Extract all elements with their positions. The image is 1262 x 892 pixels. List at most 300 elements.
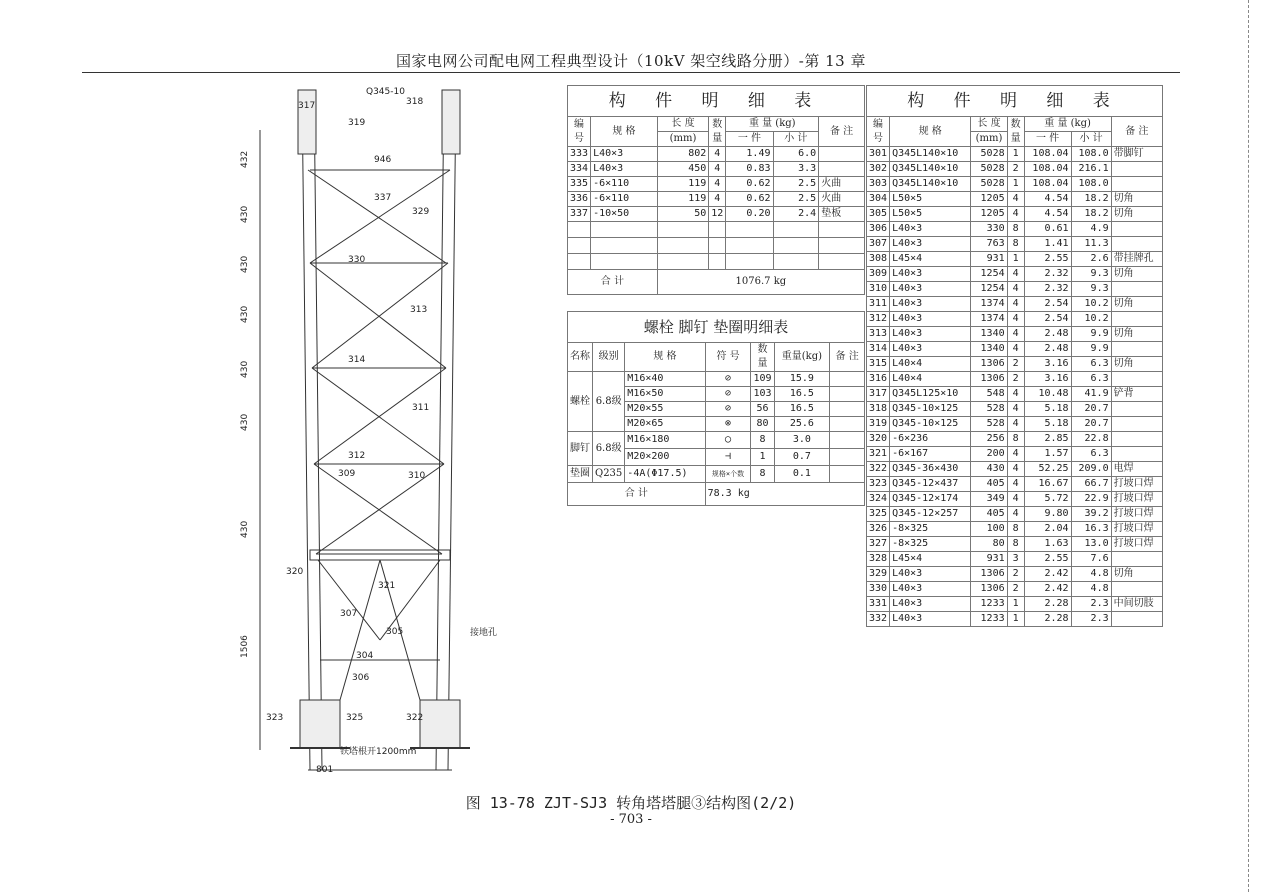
table-cell: 306 bbox=[867, 222, 890, 237]
t2-th-spec: 规 格 bbox=[625, 343, 705, 372]
table-cell: 2.32 bbox=[1024, 267, 1071, 282]
table-cell: 2.48 bbox=[1024, 342, 1071, 357]
label-317: 317 bbox=[298, 101, 316, 111]
table2-title: 螺栓 脚钉 垫圈明细表 bbox=[568, 312, 865, 343]
table-cell: 4 bbox=[1007, 312, 1024, 327]
table-cell: 430 bbox=[971, 462, 1007, 477]
table-cell: L50×5 bbox=[890, 192, 971, 207]
table-cell: M16×40 bbox=[625, 372, 705, 387]
table-cell: 切角 bbox=[1111, 267, 1162, 282]
table-cell: 22.8 bbox=[1071, 432, 1111, 447]
table-cell: 1306 bbox=[971, 582, 1007, 597]
table-cell: 4 bbox=[1007, 297, 1024, 312]
component-table-2 bbox=[866, 85, 1163, 627]
table-cell: 330 bbox=[867, 582, 890, 597]
table-row bbox=[867, 207, 1163, 222]
table-cell: 5028 bbox=[971, 162, 1007, 177]
table-cell bbox=[1111, 162, 1162, 177]
t3-th-note: 备 注 bbox=[1111, 117, 1162, 147]
table-row bbox=[568, 177, 865, 192]
table-cell: 6.3 bbox=[1071, 372, 1111, 387]
t2-th-note: 备 注 bbox=[830, 343, 865, 372]
table-cell: 铲背 bbox=[1111, 387, 1162, 402]
table-cell: M20×200 bbox=[625, 449, 705, 466]
label-329: 329 bbox=[412, 207, 430, 217]
table-cell: 25.6 bbox=[774, 417, 830, 432]
table-row bbox=[867, 192, 1163, 207]
table-cell: 2.48 bbox=[1024, 327, 1071, 342]
table-cell: 324 bbox=[867, 492, 890, 507]
tower-drawing bbox=[230, 80, 570, 780]
th-unit: (mm) bbox=[657, 132, 709, 147]
table-cell: 5.18 bbox=[1024, 417, 1071, 432]
table-cell: 切角 bbox=[1111, 357, 1162, 372]
table-cell: 1 bbox=[1007, 597, 1024, 612]
page-number: - 703 - bbox=[610, 812, 652, 827]
bolt-table bbox=[567, 311, 865, 506]
t2-th-grade: 级别 bbox=[593, 343, 625, 372]
page-edge-dashline bbox=[1248, 0, 1249, 892]
table-cell: 切角 bbox=[1111, 297, 1162, 312]
table-row bbox=[867, 477, 1163, 492]
table-cell: 1.41 bbox=[1024, 237, 1071, 252]
table-cell: 脚钉 bbox=[568, 432, 593, 466]
table-cell: 18.2 bbox=[1071, 207, 1111, 222]
table-cell: 1 bbox=[1007, 177, 1024, 192]
table-cell: 6.0 bbox=[773, 147, 819, 162]
table-cell: -10×50 bbox=[591, 207, 658, 222]
table-cell: 打坡口焊 bbox=[1111, 477, 1162, 492]
table-cell: 7.6 bbox=[1071, 552, 1111, 567]
th-wt: 重 量 (kg) bbox=[726, 117, 819, 132]
table-row bbox=[867, 327, 1163, 342]
table-row bbox=[867, 282, 1163, 297]
table-cell: 带脚钉 bbox=[1111, 147, 1162, 162]
table-row bbox=[867, 237, 1163, 252]
table-cell: L40×3 bbox=[890, 267, 971, 282]
label-323: 325 bbox=[346, 713, 364, 723]
label-q345-10: Q345-10 bbox=[366, 87, 405, 97]
label-337: 337 bbox=[374, 193, 392, 203]
table-cell: 4.9 bbox=[1071, 222, 1111, 237]
t3-th-unit: (mm) bbox=[971, 132, 1007, 147]
table-cell: 1.57 bbox=[1024, 447, 1071, 462]
label-320: 320 bbox=[286, 567, 304, 577]
table-cell: 5.72 bbox=[1024, 492, 1071, 507]
dim-430-4: 430 bbox=[240, 360, 250, 378]
table-cell: 108.0 bbox=[1071, 177, 1111, 192]
bolt-symbol-icon: ⊣ bbox=[705, 449, 751, 466]
table-cell: 1374 bbox=[971, 297, 1007, 312]
table-cell: 4.54 bbox=[1024, 192, 1071, 207]
table-cell: 16.5 bbox=[774, 402, 830, 417]
table-cell: 308 bbox=[867, 252, 890, 267]
table-cell: -8×325 bbox=[890, 537, 971, 552]
table-cell: 334 bbox=[568, 162, 591, 177]
table-cell: 4 bbox=[1007, 462, 1024, 477]
table-cell: 垫圈 bbox=[568, 466, 593, 483]
table-cell bbox=[1111, 417, 1162, 432]
table-cell: 1233 bbox=[971, 612, 1007, 627]
table-cell: 317 bbox=[867, 387, 890, 402]
table-cell: 41.9 bbox=[1071, 387, 1111, 402]
table-cell: 8 bbox=[751, 466, 774, 483]
table-cell: 4 bbox=[1007, 267, 1024, 282]
table-cell: 切角 bbox=[1111, 327, 1162, 342]
table-cell: 1233 bbox=[971, 597, 1007, 612]
table-cell bbox=[1111, 402, 1162, 417]
table-cell: 18.2 bbox=[1071, 192, 1111, 207]
table-cell: 切角 bbox=[1111, 207, 1162, 222]
component-table-1 bbox=[567, 85, 865, 295]
table-cell: L40×3 bbox=[890, 282, 971, 297]
label-306: 306 bbox=[352, 673, 370, 683]
table-cell: 火曲 bbox=[819, 177, 865, 192]
table-cell: 1.49 bbox=[726, 147, 773, 162]
label-319: 319 bbox=[348, 118, 366, 128]
table-cell: 16.5 bbox=[774, 387, 830, 402]
table-cell: 50 bbox=[657, 207, 709, 222]
table-cell: 327 bbox=[867, 537, 890, 552]
table-cell: 4 bbox=[1007, 447, 1024, 462]
table-cell: L40×3 bbox=[890, 597, 971, 612]
label-322: 铁塔根开1200mm bbox=[340, 747, 417, 757]
label-root-open: 801 bbox=[316, 765, 334, 775]
table-cell: 2.3 bbox=[1071, 612, 1111, 627]
table-cell: 56 bbox=[751, 402, 774, 417]
table-cell: 528 bbox=[971, 417, 1007, 432]
table-cell: 2.32 bbox=[1024, 282, 1071, 297]
table-cell: 321 bbox=[867, 447, 890, 462]
t3-th-one: 一 件 bbox=[1024, 132, 1071, 147]
table-cell: 1205 bbox=[971, 207, 1007, 222]
table-cell: 333 bbox=[568, 147, 591, 162]
table-cell: 10.2 bbox=[1071, 297, 1111, 312]
table-cell: 3 bbox=[1007, 552, 1024, 567]
label-310: 310 bbox=[408, 471, 426, 481]
table-cell: 1254 bbox=[971, 267, 1007, 282]
table-cell: -6×236 bbox=[890, 432, 971, 447]
table-cell: 16.67 bbox=[1024, 477, 1071, 492]
table-cell: 1340 bbox=[971, 342, 1007, 357]
table3-title: 构 件 明 细 表 bbox=[867, 86, 1163, 117]
table-cell: 80 bbox=[971, 537, 1007, 552]
table-cell: 209.0 bbox=[1071, 462, 1111, 477]
table-cell: 314 bbox=[867, 342, 890, 357]
table-cell: 1.63 bbox=[1024, 537, 1071, 552]
table-row bbox=[867, 312, 1163, 327]
dim-430-3: 430 bbox=[240, 305, 250, 323]
table-cell: 16.3 bbox=[1071, 522, 1111, 537]
table-cell: 9.9 bbox=[1071, 327, 1111, 342]
figure-caption: 图 13-78 ZJT-SJ3 转角塔塔腿③结构图(2/2) bbox=[465, 794, 797, 812]
table-cell: 2.3 bbox=[1071, 597, 1111, 612]
table-cell: L45×4 bbox=[890, 252, 971, 267]
table-cell: 216.1 bbox=[1071, 162, 1111, 177]
table-cell: 313 bbox=[867, 327, 890, 342]
table-cell: 302 bbox=[867, 162, 890, 177]
table-row bbox=[867, 612, 1163, 627]
table-row bbox=[867, 447, 1163, 462]
table-cell: 打坡口焊 bbox=[1111, 537, 1162, 552]
table-cell: 13.0 bbox=[1071, 537, 1111, 552]
table-cell: L40×3 bbox=[591, 162, 658, 177]
table-cell: 4 bbox=[1007, 342, 1024, 357]
table-cell: 火曲 bbox=[819, 192, 865, 207]
table-row bbox=[867, 252, 1163, 267]
table-row bbox=[568, 207, 865, 222]
dim-432: 432 bbox=[240, 150, 250, 168]
bolt-symbol-icon: ◯ bbox=[705, 432, 751, 449]
table-cell: 8 bbox=[1007, 432, 1024, 447]
table-cell: 3.0 bbox=[774, 432, 830, 449]
table-cell: 4.54 bbox=[1024, 207, 1071, 222]
table-row bbox=[568, 192, 865, 207]
table-cell: 3.16 bbox=[1024, 372, 1071, 387]
table-cell: 9.9 bbox=[1071, 342, 1111, 357]
dim-1506: 1506 bbox=[240, 635, 250, 658]
table-cell: 0.20 bbox=[726, 207, 773, 222]
table-row bbox=[568, 432, 865, 449]
table-row bbox=[867, 462, 1163, 477]
table-cell: 328 bbox=[867, 552, 890, 567]
table-row bbox=[867, 177, 1163, 192]
table-row bbox=[867, 432, 1163, 447]
t2-th-qty: 数量 bbox=[751, 343, 774, 372]
table-cell: L40×4 bbox=[890, 372, 971, 387]
table-cell: 2.42 bbox=[1024, 582, 1071, 597]
table-cell: 256 bbox=[971, 432, 1007, 447]
table-cell: 6.8级 bbox=[593, 372, 625, 432]
table-cell: Q345-36×430 bbox=[890, 462, 971, 477]
table-cell: 405 bbox=[971, 477, 1007, 492]
table-cell: 0.61 bbox=[1024, 222, 1071, 237]
table-cell: 1340 bbox=[971, 327, 1007, 342]
table-cell: 4 bbox=[1007, 492, 1024, 507]
table-cell: 22.9 bbox=[1071, 492, 1111, 507]
table-row bbox=[867, 597, 1163, 612]
label-313: 313 bbox=[410, 305, 428, 315]
table-cell: 4 bbox=[709, 177, 726, 192]
table-cell: 6.3 bbox=[1071, 447, 1111, 462]
table-row bbox=[867, 552, 1163, 567]
dim-430-6: 430 bbox=[240, 520, 250, 538]
table-cell: 405 bbox=[971, 507, 1007, 522]
label-321: 321 bbox=[378, 581, 396, 591]
table-cell: 1 bbox=[1007, 252, 1024, 267]
table-row bbox=[867, 567, 1163, 582]
label-324: 323 bbox=[266, 713, 284, 723]
table-cell: Q345-10×125 bbox=[890, 417, 971, 432]
page-header: 国家电网公司配电网工程典型设计（10kV 架空线路分册）-第 13 章 bbox=[396, 52, 866, 70]
th-qty: 数量 bbox=[709, 117, 726, 147]
table-cell: 11.3 bbox=[1071, 237, 1111, 252]
table-cell: 4 bbox=[1007, 402, 1024, 417]
label-304: 304 bbox=[356, 651, 374, 661]
table-cell: L40×3 bbox=[890, 327, 971, 342]
table-cell: 5.18 bbox=[1024, 402, 1071, 417]
table-cell: 4 bbox=[1007, 207, 1024, 222]
table-cell: Q345L125×10 bbox=[890, 387, 971, 402]
table-cell: L40×3 bbox=[890, 237, 971, 252]
t2-th-name: 名称 bbox=[568, 343, 593, 372]
table-cell: 2.6 bbox=[1071, 252, 1111, 267]
table-cell: 2.5 bbox=[773, 177, 819, 192]
table-row bbox=[867, 522, 1163, 537]
table-cell: Q345-10×125 bbox=[890, 402, 971, 417]
table-cell: L40×3 bbox=[890, 612, 971, 627]
table-row bbox=[867, 147, 1163, 162]
table1-total-label: 合 计 bbox=[568, 270, 658, 295]
table-cell: L45×4 bbox=[890, 552, 971, 567]
table-cell: 309 bbox=[867, 267, 890, 282]
table-row bbox=[867, 357, 1163, 372]
table-cell: 303 bbox=[867, 177, 890, 192]
table-cell: 931 bbox=[971, 252, 1007, 267]
table-cell: 2.42 bbox=[1024, 567, 1071, 582]
table-cell: -6×110 bbox=[591, 192, 658, 207]
table-cell: 329 bbox=[867, 567, 890, 582]
table-cell: 331 bbox=[867, 597, 890, 612]
table-cell: 1 bbox=[1007, 612, 1024, 627]
table-cell: 2.55 bbox=[1024, 552, 1071, 567]
table-cell: 5028 bbox=[971, 147, 1007, 162]
table-cell: 0.62 bbox=[726, 192, 773, 207]
table-cell: 4 bbox=[1007, 192, 1024, 207]
table-cell: 0.1 bbox=[774, 466, 830, 483]
table-cell: Q345-12×437 bbox=[890, 477, 971, 492]
label-325: 322 bbox=[406, 713, 424, 723]
table-cell: 8 bbox=[1007, 537, 1024, 552]
table-cell: 4 bbox=[1007, 282, 1024, 297]
table-row bbox=[867, 297, 1163, 312]
table1-title: 构 件 明 细 表 bbox=[568, 86, 865, 117]
table-cell bbox=[830, 432, 865, 449]
table-cell bbox=[830, 387, 865, 402]
table-cell: 4 bbox=[1007, 417, 1024, 432]
table-cell: 0.7 bbox=[774, 449, 830, 466]
table-cell: 319 bbox=[867, 417, 890, 432]
table-cell: 1254 bbox=[971, 282, 1007, 297]
table-cell bbox=[830, 466, 865, 483]
table-cell: 318 bbox=[867, 402, 890, 417]
table-cell: 2 bbox=[1007, 372, 1024, 387]
table-cell: 6.3 bbox=[1071, 357, 1111, 372]
table-row bbox=[867, 582, 1163, 597]
table-cell: Q345L140×10 bbox=[890, 147, 971, 162]
table-cell: 763 bbox=[971, 237, 1007, 252]
table-cell: -8×325 bbox=[890, 522, 971, 537]
table-cell bbox=[1111, 282, 1162, 297]
table-cell bbox=[1111, 582, 1162, 597]
table-cell: 9.3 bbox=[1071, 267, 1111, 282]
t3-th-len: 长 度 bbox=[971, 117, 1007, 132]
table-cell: 326 bbox=[867, 522, 890, 537]
table-cell: 切角 bbox=[1111, 567, 1162, 582]
table-cell: -6×167 bbox=[890, 447, 971, 462]
table-cell: 108.04 bbox=[1024, 177, 1071, 192]
table-cell: 2.5 bbox=[773, 192, 819, 207]
table-cell: 2.28 bbox=[1024, 612, 1071, 627]
table-cell: 4 bbox=[1007, 507, 1024, 522]
label-ground-hole: 接地孔 bbox=[470, 628, 498, 638]
table-cell: 108.04 bbox=[1024, 162, 1071, 177]
table-cell: 322 bbox=[867, 462, 890, 477]
table-row bbox=[568, 372, 865, 387]
label-311: 311 bbox=[412, 403, 430, 413]
table-row bbox=[867, 402, 1163, 417]
table-row bbox=[867, 492, 1163, 507]
table-cell: 6.8级 bbox=[593, 432, 625, 466]
t3-th-sub: 小 计 bbox=[1071, 132, 1111, 147]
table-cell: 0.62 bbox=[726, 177, 773, 192]
table-cell: 80 bbox=[751, 417, 774, 432]
table-cell: 4 bbox=[1007, 477, 1024, 492]
label-309: 309 bbox=[338, 469, 356, 479]
table-cell: 305 bbox=[867, 207, 890, 222]
table-cell: 4 bbox=[709, 162, 726, 177]
table-cell: 2 bbox=[1007, 357, 1024, 372]
table-cell: 20.7 bbox=[1071, 402, 1111, 417]
table-cell: 2 bbox=[1007, 582, 1024, 597]
table-cell: 316 bbox=[867, 372, 890, 387]
table-cell: L40×4 bbox=[890, 357, 971, 372]
table-cell: 52.25 bbox=[1024, 462, 1071, 477]
table-cell bbox=[1111, 342, 1162, 357]
table-cell: 108.04 bbox=[1024, 147, 1071, 162]
table-cell: L40×3 bbox=[890, 222, 971, 237]
table-cell: L40×3 bbox=[890, 297, 971, 312]
table-cell bbox=[830, 449, 865, 466]
table-cell: 336 bbox=[568, 192, 591, 207]
table-cell bbox=[1111, 177, 1162, 192]
th-spec: 规 格 bbox=[591, 117, 658, 147]
table-cell: 1205 bbox=[971, 192, 1007, 207]
table-cell: 8 bbox=[751, 432, 774, 449]
table-row bbox=[568, 162, 865, 177]
table-cell bbox=[1111, 432, 1162, 447]
table-cell: 1374 bbox=[971, 312, 1007, 327]
table-cell: 3.3 bbox=[773, 162, 819, 177]
table-row bbox=[867, 222, 1163, 237]
table-cell: L50×5 bbox=[890, 207, 971, 222]
table-cell: 8 bbox=[1007, 522, 1024, 537]
table-cell: 323 bbox=[867, 477, 890, 492]
label-312: 312 bbox=[348, 451, 366, 461]
table-cell: L40×3 bbox=[890, 342, 971, 357]
t2-th-wt: 重量(kg) bbox=[774, 343, 830, 372]
table-cell: 315 bbox=[867, 357, 890, 372]
table-cell: 4 bbox=[709, 147, 726, 162]
table-cell: 中间切肢 bbox=[1111, 597, 1162, 612]
table-cell: 切角 bbox=[1111, 192, 1162, 207]
table-cell: M16×180 bbox=[625, 432, 705, 449]
table-cell: 2 bbox=[1007, 162, 1024, 177]
label-314: 314 bbox=[348, 355, 366, 365]
table-cell: 325 bbox=[867, 507, 890, 522]
table-cell: L40×3 bbox=[890, 312, 971, 327]
th-len: 长 度 bbox=[657, 117, 709, 132]
bolt-symbol-icon: ⊘ bbox=[705, 372, 751, 387]
table-cell: 8 bbox=[1007, 237, 1024, 252]
table-cell: 12 bbox=[709, 207, 726, 222]
table-cell: 带挂牌孔 bbox=[1111, 252, 1162, 267]
label-318: 318 bbox=[406, 97, 424, 107]
table-row bbox=[867, 387, 1163, 402]
th-no: 编号 bbox=[568, 117, 591, 147]
table-cell bbox=[1111, 312, 1162, 327]
table-row bbox=[867, 162, 1163, 177]
